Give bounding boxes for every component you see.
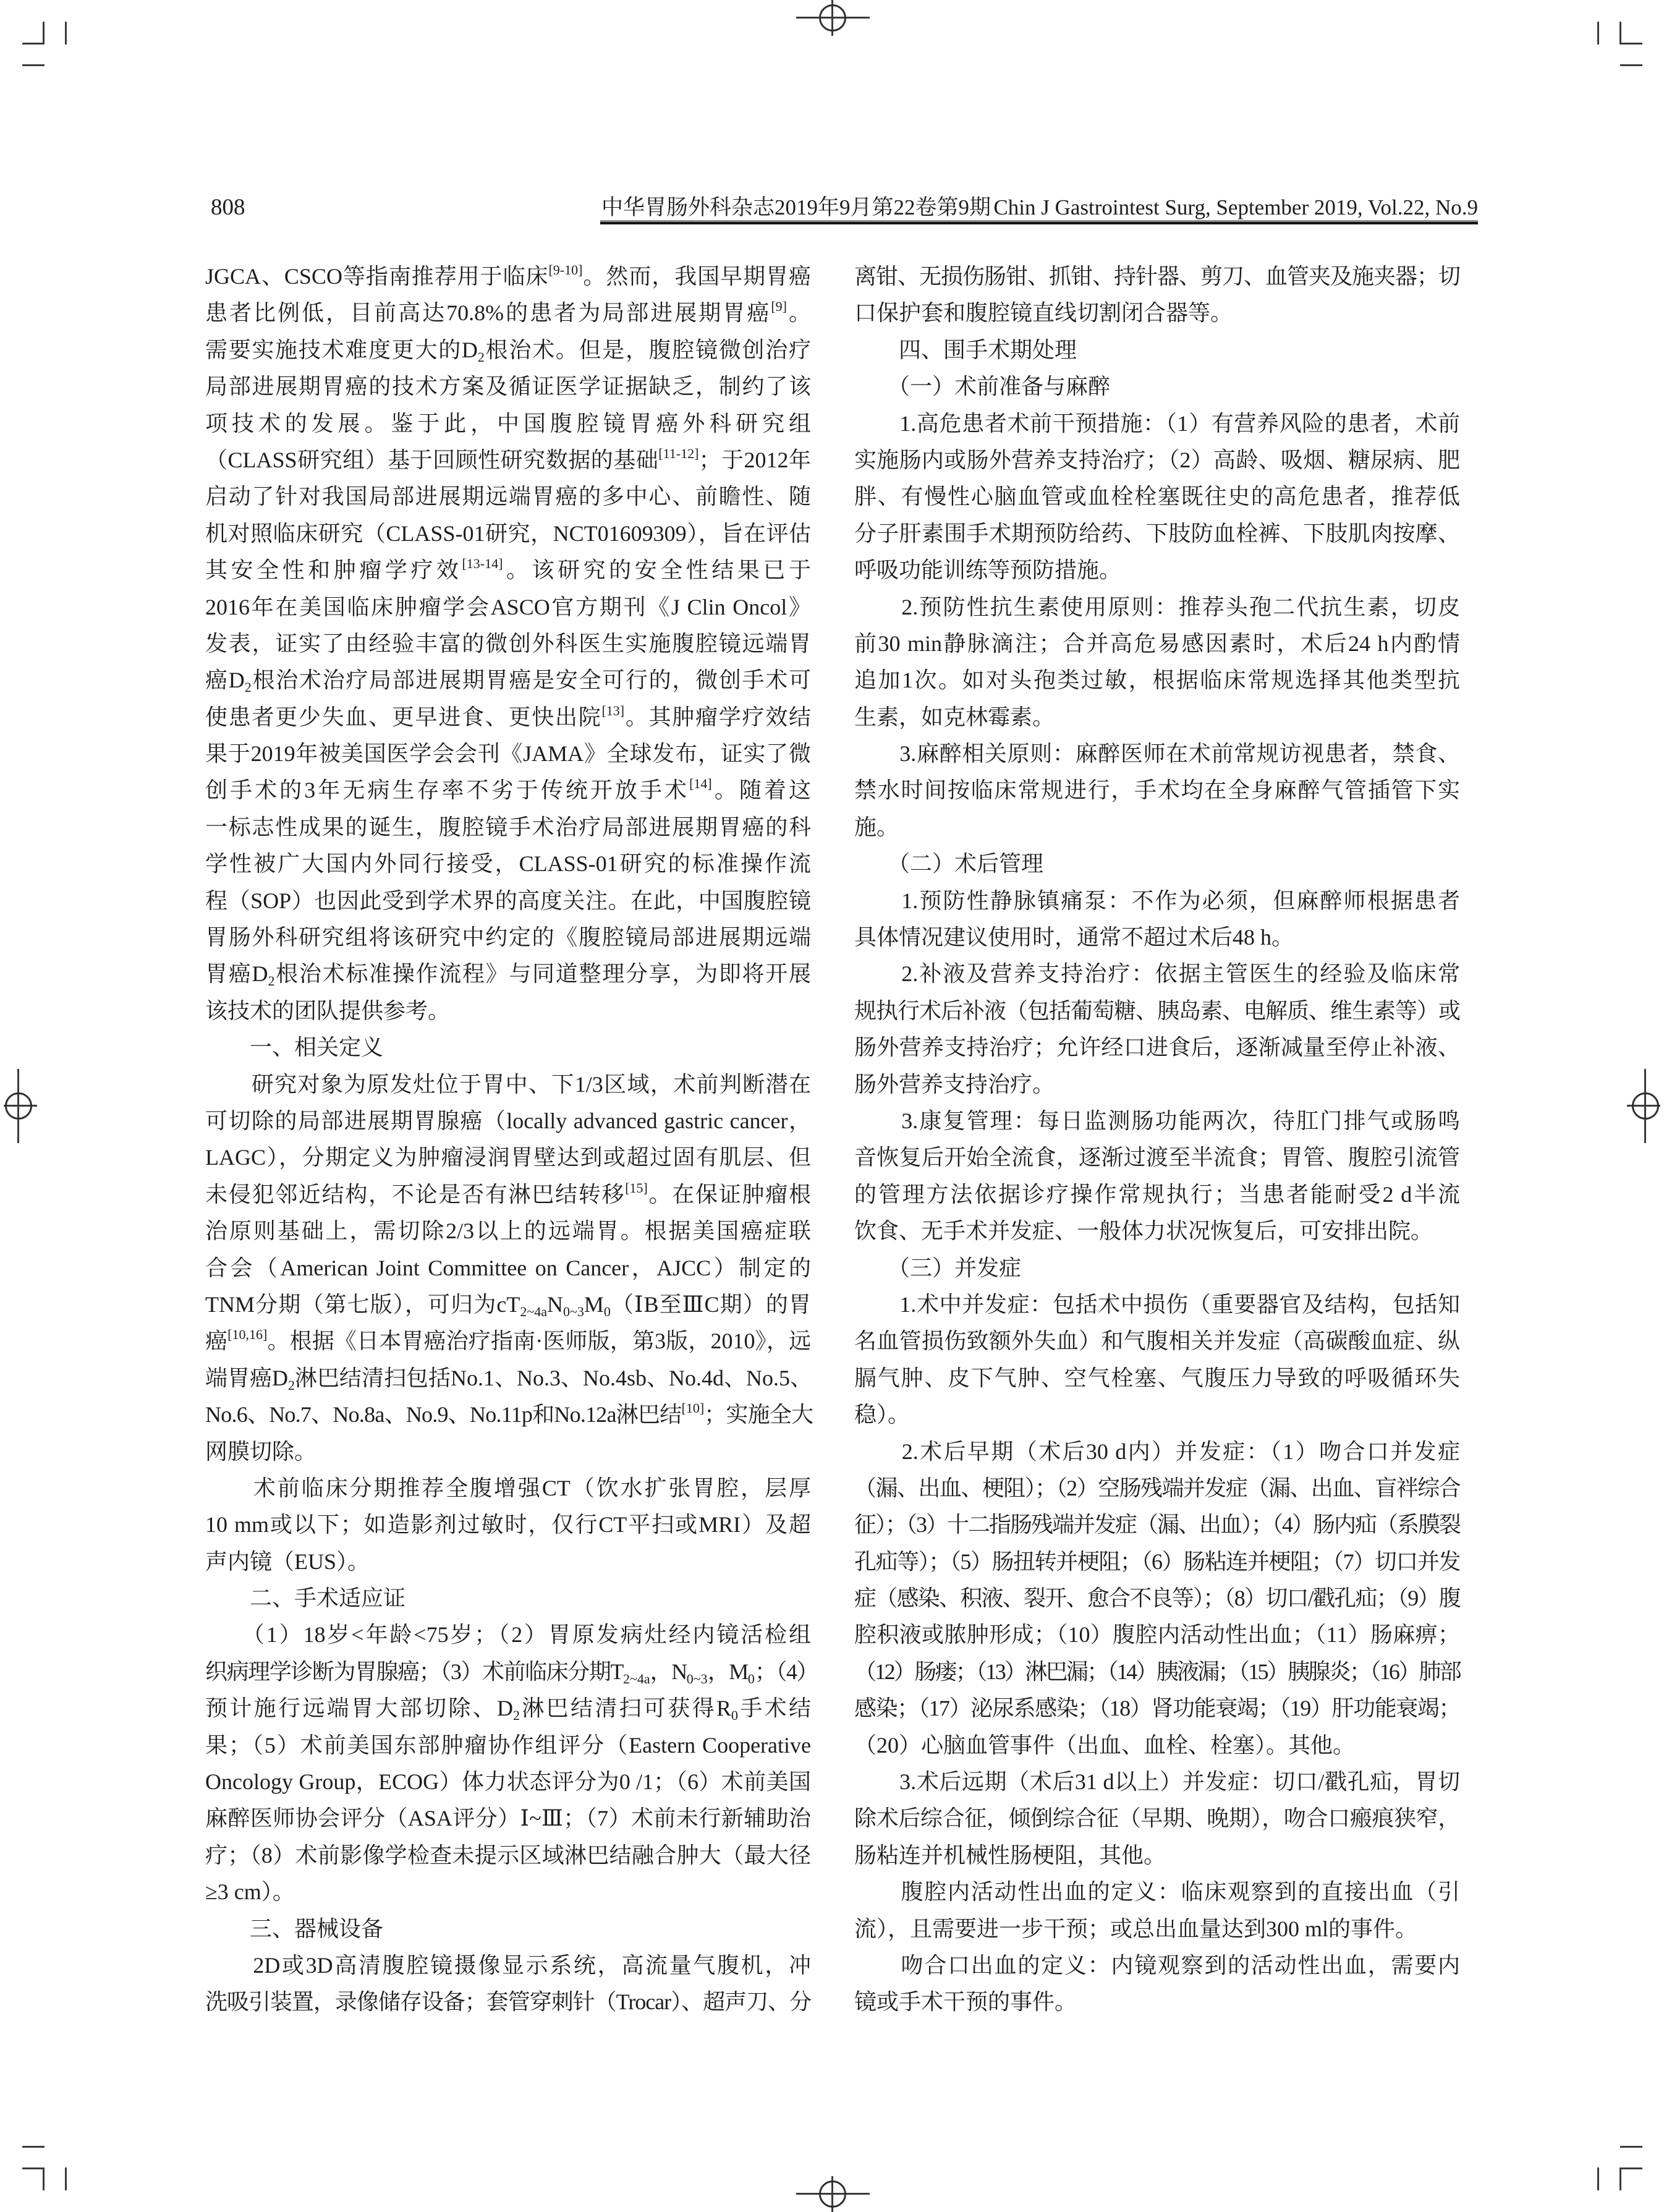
text-line: 胃肠外科研究组将该研究中约定的《腹腔镜局部进展期远端: [205, 925, 811, 950]
text-line: ≥3 cm）。: [205, 1879, 295, 1905]
text-line: 麻醉医师协会评分（ASA评分）Ⅰ~Ⅲ；（7）术前未行新辅助治: [205, 1806, 811, 1831]
text-line: 预计施行远端胃大部切除、$D_2$淋巴结清扫可获得$R_0$手术结: [205, 1696, 811, 1724]
text-line: 1.术中并发症：包括术中损伤（重要器官及结构，包括知: [854, 1291, 1460, 1317]
text-line: 2016年在美国临床肿瘤学会ASCO官方期刊《J Clin Oncol》: [205, 594, 811, 619]
running-head: [601, 194, 1478, 221]
text-line: 端胃癌$D_2$淋巴结清扫包括No.1、No.3、No.4sb、No.4d、No.5、: [205, 1365, 813, 1393]
text-line: 肠外营养支持治疗；允许经口进食后，逐渐减量至停止补液、: [854, 1035, 1460, 1060]
text-line: 其安全性和肿瘤学疗效[13-14]。该研究的安全性结果已于: [205, 556, 811, 583]
text-line: 未侵犯邻近结构，不论是否有淋巴结转移[15]。在保证肿瘤根: [205, 1180, 811, 1207]
crop-mark-top-right: [1619, 22, 1621, 45]
text-line: 孔疝等）；（5）肠扭转并梗阻；（6）肠粘连并梗阻；（7）切口并发: [854, 1549, 1460, 1574]
text-line: 腹腔内活动性出血的定义：临床观察到的直接出血（引: [854, 1879, 1460, 1905]
text-line: TNM分期（第七版），可归为$cT_{2\sim 4a}N_{0\sim 3}M_0(ⅠB$至ⅢC期）的胃: [205, 1291, 812, 1319]
text-line: 合会（American Joint Committee on Cancer，AJCC）制定的: [205, 1255, 811, 1280]
text-line: 2.预防性抗生素使用原则：推荐头孢二代抗生素，切皮: [854, 594, 1460, 619]
text-line: 饮食、无手术并发症、一般体力状况恢复后，可安排出院。: [854, 1219, 1433, 1244]
text-line: 具体情况建议使用时，通常不超过术后48 h。: [854, 925, 1294, 950]
text-column-right: [854, 258, 1460, 2021]
text-line: 织病理学诊断为胃腺癌；（3）术前临床分期$T_{2\sim 4a}$，$N_{0\sim 3}$，$M_0$；（4）: [205, 1659, 818, 1687]
text-line: 10 mm或以下；如造影剂过敏时，仅行CT平扫或MRI）及超: [205, 1512, 811, 1538]
text-line: 治原则基础上，需切除2/3以上的远端胃。根据美国癌症联: [205, 1219, 811, 1244]
crop-mark-bottom-right: [1620, 2146, 1642, 2148]
crop-mark-bottom-left: [22, 2167, 45, 2169]
registration-mark-icon: [1632, 1092, 1659, 1120]
text-line: JGCA、CSCO等指南推荐用于临床[9-10]。然而，我国早期胃癌: [205, 262, 811, 289]
text-line: 程（SOP）也因此受到学术界的高度关注。在此，中国腹腔镜: [205, 888, 811, 913]
text-line: 感染；（17）泌尿系感染；（18）肾功能衰竭；（19）肝功能衰竭；: [854, 1696, 1461, 1721]
text-line: （20）心脑血管事件（出血、血栓、栓塞）。其他。: [854, 1732, 1356, 1758]
text-column-left: [205, 258, 818, 2021]
text-line: 1.预防性静脉镇痛泵：不作为必须，但麻醉师根据患者: [854, 888, 1460, 913]
text-line: 学性被广大国内外同行接受，CLASS-01研究的标准操作流: [205, 851, 811, 877]
text-line: （漏、出血、梗阻）；（2）空肠残端并发症（漏、出血、盲袢综合: [854, 1475, 1461, 1500]
text-line: 果；（5）术前美国东部肿瘤协作组评分（Eastern Cooperative: [205, 1732, 811, 1758]
text-line: LAGC），分期定义为肿瘤浸润胃壁达到或超过固有肌层、但: [205, 1145, 811, 1170]
crop-mark-bottom-left: [22, 2146, 45, 2148]
text-line: 禁水时间按临床常规进行，手术均在全身麻醉气管插管下实: [854, 778, 1460, 803]
text-line: （一）术前准备与麻醉: [854, 374, 1111, 399]
text-line: 果于2019年被美国医学会会刊《JAMA》全球发布，证实了微: [205, 741, 811, 767]
text-line: 流），且需要进一步干预；或总出血量达到300 ml的事件。: [854, 1916, 1418, 1941]
text-line: 追加1次。如对头孢类过敏，根据临床常规选择其他类型抗: [854, 668, 1460, 693]
text-line: 呼吸功能训练等预防措施。: [854, 558, 1122, 583]
text-line: 施。: [854, 814, 899, 840]
text-line: 创手术的3年无病生存率不劣于传统开放手术[14]。随着这: [205, 776, 811, 803]
crop-mark-bottom-left: [65, 2167, 67, 2190]
text-line: 腔积液或脓肿形成；（10）腹腔内活动性出血；（11）肠麻痹；: [854, 1622, 1460, 1648]
text-line: Oncology Group，ECOG）体力状态评分为0 /1；（6）术前美国: [205, 1769, 811, 1795]
crop-mark-top-left: [65, 22, 67, 45]
crop-mark-top-left: [43, 22, 45, 45]
text-line: 局部进展期胃癌的技术方案及循证医学证据缺乏，制约了该: [205, 374, 811, 399]
text-line: 癌$D_2$根治术治疗局部进展期胃癌是安全可行的，微创手术可: [205, 668, 811, 696]
text-line: 需要实施技术难度更大的$D_2$根治术。但是，腹腔镜微创治疗: [205, 337, 811, 365]
text-line: 实施肠内或肠外营养支持治疗；（2）高龄、吸烟、糖尿病、肥: [854, 447, 1460, 472]
text-line: 的管理方法依据诊疗操作常规执行；当患者能耐受2 d半流: [854, 1181, 1460, 1207]
text-line: 机对照临床研究（CLASS-01研究，NCT01609309），旨在评估: [205, 521, 811, 546]
text-line: 一标志性成果的诞生，腹腔镜手术治疗局部进展期胃癌的科: [205, 814, 811, 840]
text-line: 肠外营养支持治疗。: [854, 1071, 1055, 1097]
text-line: 3.康复管理：每日监测肠功能两次，待肛门排气或肠鸣: [854, 1108, 1460, 1133]
journal-title-en: Chin J Gastrointest Surg, September 2019, Vol.22, No.9: [993, 195, 1478, 219]
text-line: 启动了针对我国局部进展期远端胃癌的多中心、前瞻性、随: [205, 484, 811, 509]
text-line: 肠粘连并机械性肠梗阻，其他。: [854, 1842, 1166, 1868]
text-line: 声内镜（EUS）。: [205, 1549, 370, 1574]
text-line: 吻合口出血的定义：内镜观察到的活动性出血，需要内: [854, 1952, 1460, 1978]
text-line: 3.麻醉相关原则：麻醉医师在术前常规访视患者，禁食、: [854, 741, 1460, 767]
journal-title-cn: 中华胃肠外科杂志2019年9月第22卷第9期: [601, 195, 991, 219]
text-line: 四、围手术期处理: [854, 337, 1077, 362]
text-line: 二、手术适应证: [205, 1586, 406, 1611]
text-line: （1）18岁<年龄<75岁；（2）胃原发病灶经内镜活检组: [205, 1622, 811, 1648]
crop-mark-top-right: [1597, 22, 1599, 45]
text-line: 膈气肿、皮下气肿、空气栓塞、气腹压力导致的呼吸循环失: [854, 1365, 1460, 1390]
crop-mark-top-left: [22, 43, 45, 45]
text-line: 项技术的发展。鉴于此，中国腹腔镜胃癌外科研究组: [205, 410, 811, 436]
text-line: 征）；（3）十二指肠残端并发症（漏、出血）；（4）肠内疝（系膜裂: [854, 1512, 1461, 1538]
text-line: No.6、No.7、No.8a、No.9、No.11p和No.12a淋巴结[10]；实施全大: [205, 1400, 813, 1427]
header-rule: [600, 222, 1478, 224]
text-line: 胖、有慢性心脑血管或血栓栓塞既往史的高危患者，推荐低: [854, 484, 1460, 509]
text-line: （二）术后管理: [854, 851, 1044, 877]
text-line: 发表，证实了由经验丰富的微创外科医生实施腹腔镜远端胃: [205, 631, 811, 656]
text-line: 可切除的局部进展期胃腺癌（locally advanced gastric cancer，: [205, 1108, 811, 1133]
text-line: 口保护套和腹腔镜直线切割闭合器等。: [854, 300, 1233, 326]
text-line: 稳）。: [854, 1402, 911, 1427]
text-line: 症（感染、积液、裂开、愈合不良等）；（8）切口/戳孔疝；（9）腹: [854, 1586, 1461, 1611]
text-line: 3.术后远期（术后31 d以上）并发症：切口/戳孔疝，胃切: [854, 1769, 1460, 1795]
text-line: （CLASS研究组）基于回顾性研究数据的基础[11-12]；于2012年: [205, 445, 811, 472]
text-line: 一、相关定义: [205, 1035, 384, 1060]
text-line: 术前临床分期推荐全腹增强CT（饮水扩张胃腔，层厚: [205, 1475, 811, 1500]
registration-mark-icon: [5, 1092, 32, 1120]
text-line: 癌[10,16]。根据《日本胃癌治疗指南·医师版，第3版，2010》，远: [205, 1327, 811, 1354]
text-line: 1.高危患者术前干预措施：（1）有营养风险的患者，术前: [854, 410, 1460, 436]
text-line: 2.补液及营养支持治疗：依据主管医生的经验及临床常: [854, 961, 1460, 987]
text-line: 2D或3D高清腹腔镜摄像显示系统，高流量气腹机，冲: [205, 1952, 811, 1978]
text-line: 名血管损伤致额外失血）和气腹相关并发症（高碳酸血症、纵: [854, 1329, 1460, 1354]
page-number: 808: [211, 195, 245, 220]
text-line: 分子肝素围手术期预防给药、下肢防血栓裤、下肢肌肉按摩、: [854, 521, 1460, 546]
text-line: 2.术后早期（术后30 d内）并发症：（1）吻合口并发症: [854, 1439, 1460, 1464]
crop-mark-top-right: [1620, 43, 1642, 45]
text-line: 使患者更少失血、更早进食、更快出院[13]。其肿瘤学疗效结: [205, 702, 811, 730]
text-line: 规执行术后补液（包括葡萄糖、胰岛素、电解质、维生素等）或: [854, 998, 1461, 1023]
text-line: （12）肠瘘；（13）淋巴漏；（14）胰液漏；（15）胰腺炎；（16）肺部: [854, 1659, 1461, 1684]
text-line: 镜或手术干预的事件。: [854, 1989, 1077, 2015]
crop-mark-bottom-left: [43, 2167, 45, 2190]
text-line: 胃癌$D_2$根治术标准操作流程》与同道整理分享，为即将开展: [205, 961, 811, 989]
text-line: 除术后综合征，倾倒综合征（早期、晚期），吻合口瘢痕狭窄，: [854, 1806, 1460, 1831]
text-line: 音恢复后开始全流食，逐渐过渡至半流食；胃管、腹腔引流管: [854, 1145, 1460, 1170]
crop-mark-bottom-right: [1619, 2167, 1621, 2190]
text-line: 三、器械设备: [205, 1916, 384, 1941]
registration-mark-icon: [819, 2180, 846, 2208]
text-line: 患者比例低，目前高达70.8%的患者为局部进展期胃癌[9]。: [205, 299, 811, 326]
text-line: 洗吸引装置，录像储存设备；套管穿刺针（Trocar）、超声刀、分: [205, 1989, 811, 2015]
text-line: 研究对象为原发灶位于胃中、下1/3区域，术前判断潜在: [205, 1071, 811, 1097]
registration-mark-icon: [819, 4, 846, 32]
text-line: 前30 min静脉滴注；合并高危易感因素时，术后24 h内酌情: [854, 631, 1460, 656]
text-line: 离钳、无损伤肠钳、抓钳、持针器、剪刀、血管夹及施夹器；切: [854, 264, 1461, 289]
text-line: 生素，如克林霉素。: [854, 704, 1055, 730]
text-line: （三）并发症: [854, 1255, 1022, 1280]
text-line: 疗；（8）术前影像学检查未提示区域淋巴结融合肿大（最大径: [205, 1842, 811, 1868]
crop-mark-top-left: [22, 64, 45, 66]
text-line: 网膜切除。: [205, 1439, 317, 1464]
crop-mark-top-right: [1620, 64, 1642, 66]
crop-mark-bottom-right: [1597, 2167, 1599, 2190]
text-line: 该技术的团队提供参考。: [205, 998, 451, 1023]
crop-mark-bottom-right: [1620, 2167, 1642, 2169]
